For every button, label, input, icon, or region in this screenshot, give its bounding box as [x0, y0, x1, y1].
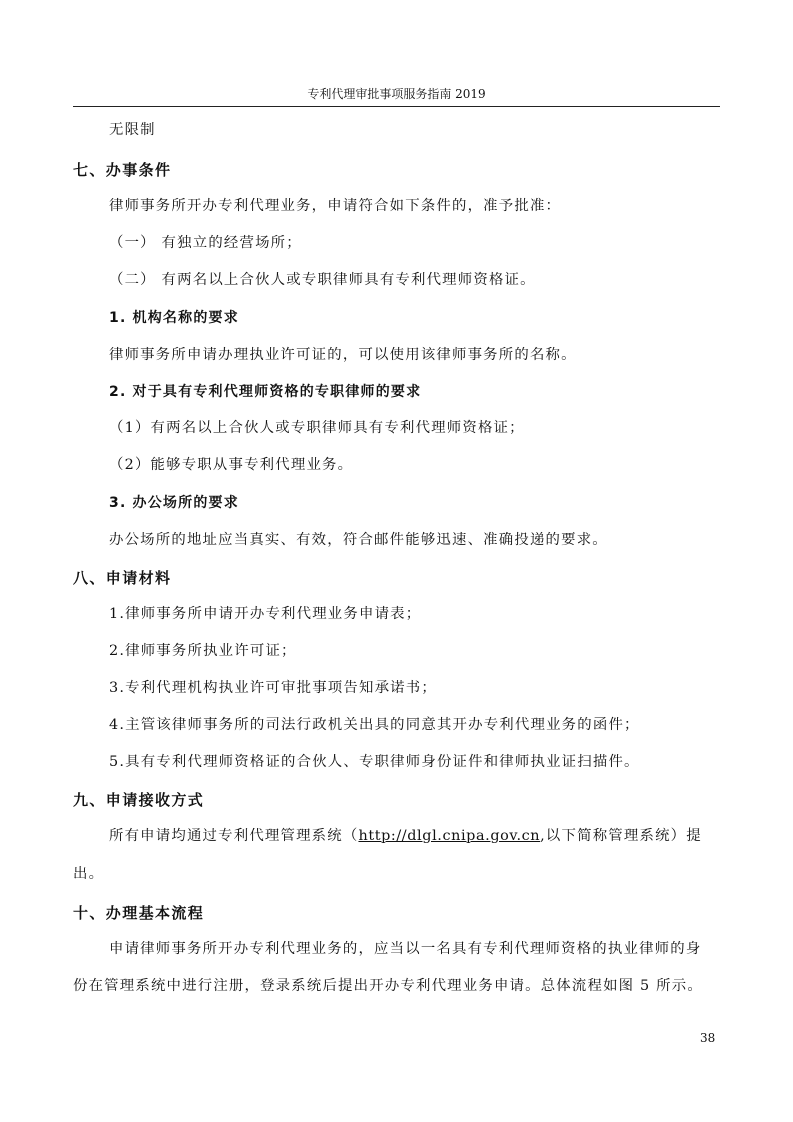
header-divider — [73, 106, 720, 107]
section-heading-9: 九、申请接收方式 — [73, 791, 205, 809]
page-number: 38 — [700, 1031, 716, 1045]
paragraph — [109, 826, 702, 846]
section-heading-7: 七、办事条件 — [73, 161, 172, 179]
paragraph-continuation: 份在管理系统中进行注册，登录系统后提出开办专利代理业务申请。总体流程如图 5 所示。 — [73, 978, 703, 994]
list-item: （一） 有独立的经营场所； — [109, 235, 302, 251]
section-heading-8: 八、申请材料 — [73, 569, 172, 587]
paragraph-continuation: 出。 — [73, 866, 105, 882]
paragraph: 办公场所的地址应当真实、有效，符合邮件能够迅速、准确投递的要求。 — [109, 532, 608, 548]
system-url-link[interactable]: http://dlgl.cnipa.gov.cn — [358, 828, 541, 844]
paragraph: 申请律师事务所开办专利代理业务的，应当以一名具有专利代理师资格的执业律师的身 — [109, 941, 702, 957]
page-header: 专利代理审批事项服务指南 2019 — [307, 87, 486, 101]
subheading-1: 1. 机构名称的要求 — [109, 310, 239, 326]
list-item: 4.主管该律师事务所的司法行政机关出具的同意其开办专利代理业务的函件； — [109, 717, 640, 733]
subheading-2: 2. 对于具有专利代理师资格的专职律师的要求 — [109, 384, 422, 400]
section-heading-10: 十、办理基本流程 — [73, 904, 205, 922]
list-item: 1.律师事务所申请开办专利代理业务申请表； — [109, 606, 422, 622]
paragraph: 律师事务所开办专利代理业务，申请符合如下条件的，准予批准： — [109, 198, 562, 214]
list-item: 3.专利代理机构执业许可审批事项告知承诺书； — [109, 680, 437, 696]
subheading-3: 3. 办公场所的要求 — [109, 495, 239, 511]
paragraph-intro: 无限制 — [109, 122, 156, 138]
list-item: （二） 有两名以上合伙人或专职律师具有专利代理师资格证。 — [109, 272, 536, 288]
list-item: 5.具有专利代理师资格证的合伙人、专职律师身份证件和律师执业证扫描件。 — [109, 754, 640, 770]
text-fragment: 所有申请均通过专利代理管理系统（ — [109, 828, 359, 844]
list-item: （2）能够专职从事专利代理业务。 — [109, 457, 354, 473]
list-item: （1）有两名以上合伙人或专职律师具有专利代理师资格证； — [109, 420, 525, 436]
list-item: 2.律师事务所执业许可证； — [109, 643, 297, 659]
paragraph: 律师事务所申请办理执业许可证的，可以使用该律师事务所的名称。 — [109, 347, 577, 363]
text-fragment: ,以下简称管理系统）提 — [540, 828, 702, 844]
